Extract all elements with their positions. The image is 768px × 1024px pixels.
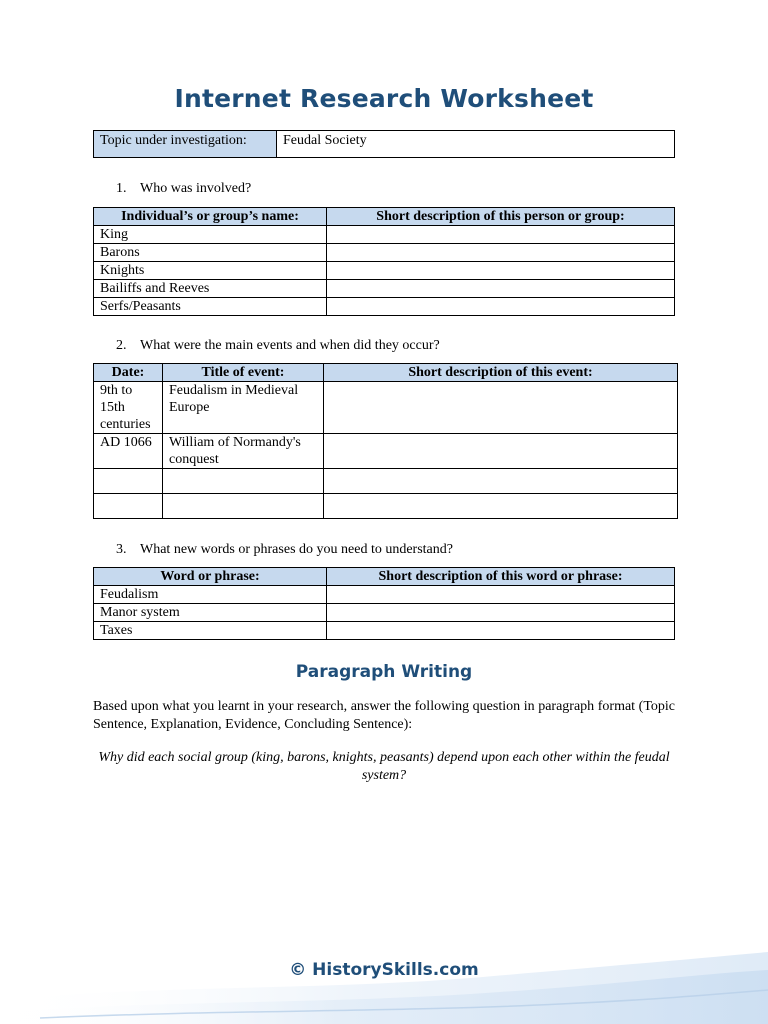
people-name-cell: King	[94, 226, 327, 244]
question-number: 3.	[116, 542, 127, 557]
event-description-cell[interactable]	[324, 382, 678, 434]
word-cell: Taxes	[94, 622, 327, 640]
word-description-cell[interactable]	[327, 622, 675, 640]
question-2	[116, 338, 440, 354]
people-description-cell[interactable]	[327, 226, 675, 244]
table-row	[94, 244, 675, 262]
words-header-description: Short description of this word or phrase:	[327, 568, 675, 586]
words-table	[93, 567, 675, 640]
events-table	[93, 363, 678, 519]
table-row	[94, 262, 675, 280]
events-header-description: Short description of this event:	[324, 364, 678, 382]
event-title-cell[interactable]	[163, 469, 324, 494]
word-description-cell[interactable]	[327, 586, 675, 604]
page-title: Internet Research Worksheet	[174, 84, 594, 113]
paragraph-instructions: Based upon what you learnt in your research, answer the following question in paragraph format (Topic Sentence, Explanation, Evidence, Concluding Sentence):	[93, 699, 675, 732]
people-description-cell[interactable]	[327, 280, 675, 298]
word-description-cell[interactable]	[327, 604, 675, 622]
event-description-cell[interactable]	[324, 494, 678, 519]
question-3	[116, 542, 453, 558]
words-header-word: Word or phrase:	[94, 568, 327, 586]
event-date-cell: AD 1066	[94, 434, 163, 469]
topic-label: Topic under investigation:	[94, 131, 277, 158]
people-table	[93, 207, 675, 316]
topic-value[interactable]: Feudal Society	[277, 131, 675, 158]
question-number: 2.	[116, 338, 127, 353]
event-date-cell[interactable]	[94, 494, 163, 519]
table-row	[94, 434, 678, 469]
event-title-cell: William of Normandy's conquest	[163, 434, 324, 469]
events-header-title: Title of event:	[163, 364, 324, 382]
event-date-cell: 9th to 15th centuries	[94, 382, 163, 434]
people-header-description: Short description of this person or group:	[327, 208, 675, 226]
topic-table	[93, 130, 675, 158]
table-row	[94, 604, 675, 622]
paragraph-heading: Paragraph Writing	[295, 662, 473, 682]
people-name-cell: Knights	[94, 262, 327, 280]
question-text: What new words or phrases do you need to understand?	[140, 542, 453, 557]
event-description-cell[interactable]	[324, 469, 678, 494]
people-name-cell: Barons	[94, 244, 327, 262]
question-number: 1.	[116, 181, 127, 196]
people-header-name: Individual’s or group’s name:	[94, 208, 327, 226]
word-cell: Manor system	[94, 604, 327, 622]
table-row	[94, 298, 675, 316]
table-row	[94, 226, 675, 244]
events-header-date: Date:	[94, 364, 163, 382]
table-row	[94, 469, 678, 494]
event-description-cell[interactable]	[324, 434, 678, 469]
event-title-cell[interactable]	[163, 494, 324, 519]
people-description-cell[interactable]	[327, 298, 675, 316]
question-text: Who was involved?	[140, 181, 252, 196]
table-row	[94, 280, 675, 298]
event-title-cell: Feudalism in Medieval Europe	[163, 382, 324, 434]
table-row	[94, 622, 675, 640]
table-row	[94, 586, 675, 604]
table-row	[94, 382, 678, 434]
table-row	[94, 494, 678, 519]
paragraph-prompt: Why did each social group (king, barons, knights, peasants) depend upon each other within the feudal system?	[98, 750, 670, 783]
people-description-cell[interactable]	[327, 244, 675, 262]
question-1	[116, 181, 251, 197]
question-text: What were the main events and when did they occur?	[140, 338, 440, 353]
people-name-cell: Bailiffs and Reeves	[94, 280, 327, 298]
footer-copyright: © HistorySkills.com	[289, 960, 479, 980]
people-description-cell[interactable]	[327, 262, 675, 280]
people-name-cell: Serfs/Peasants	[94, 298, 327, 316]
event-date-cell[interactable]	[94, 469, 163, 494]
word-cell: Feudalism	[94, 586, 327, 604]
